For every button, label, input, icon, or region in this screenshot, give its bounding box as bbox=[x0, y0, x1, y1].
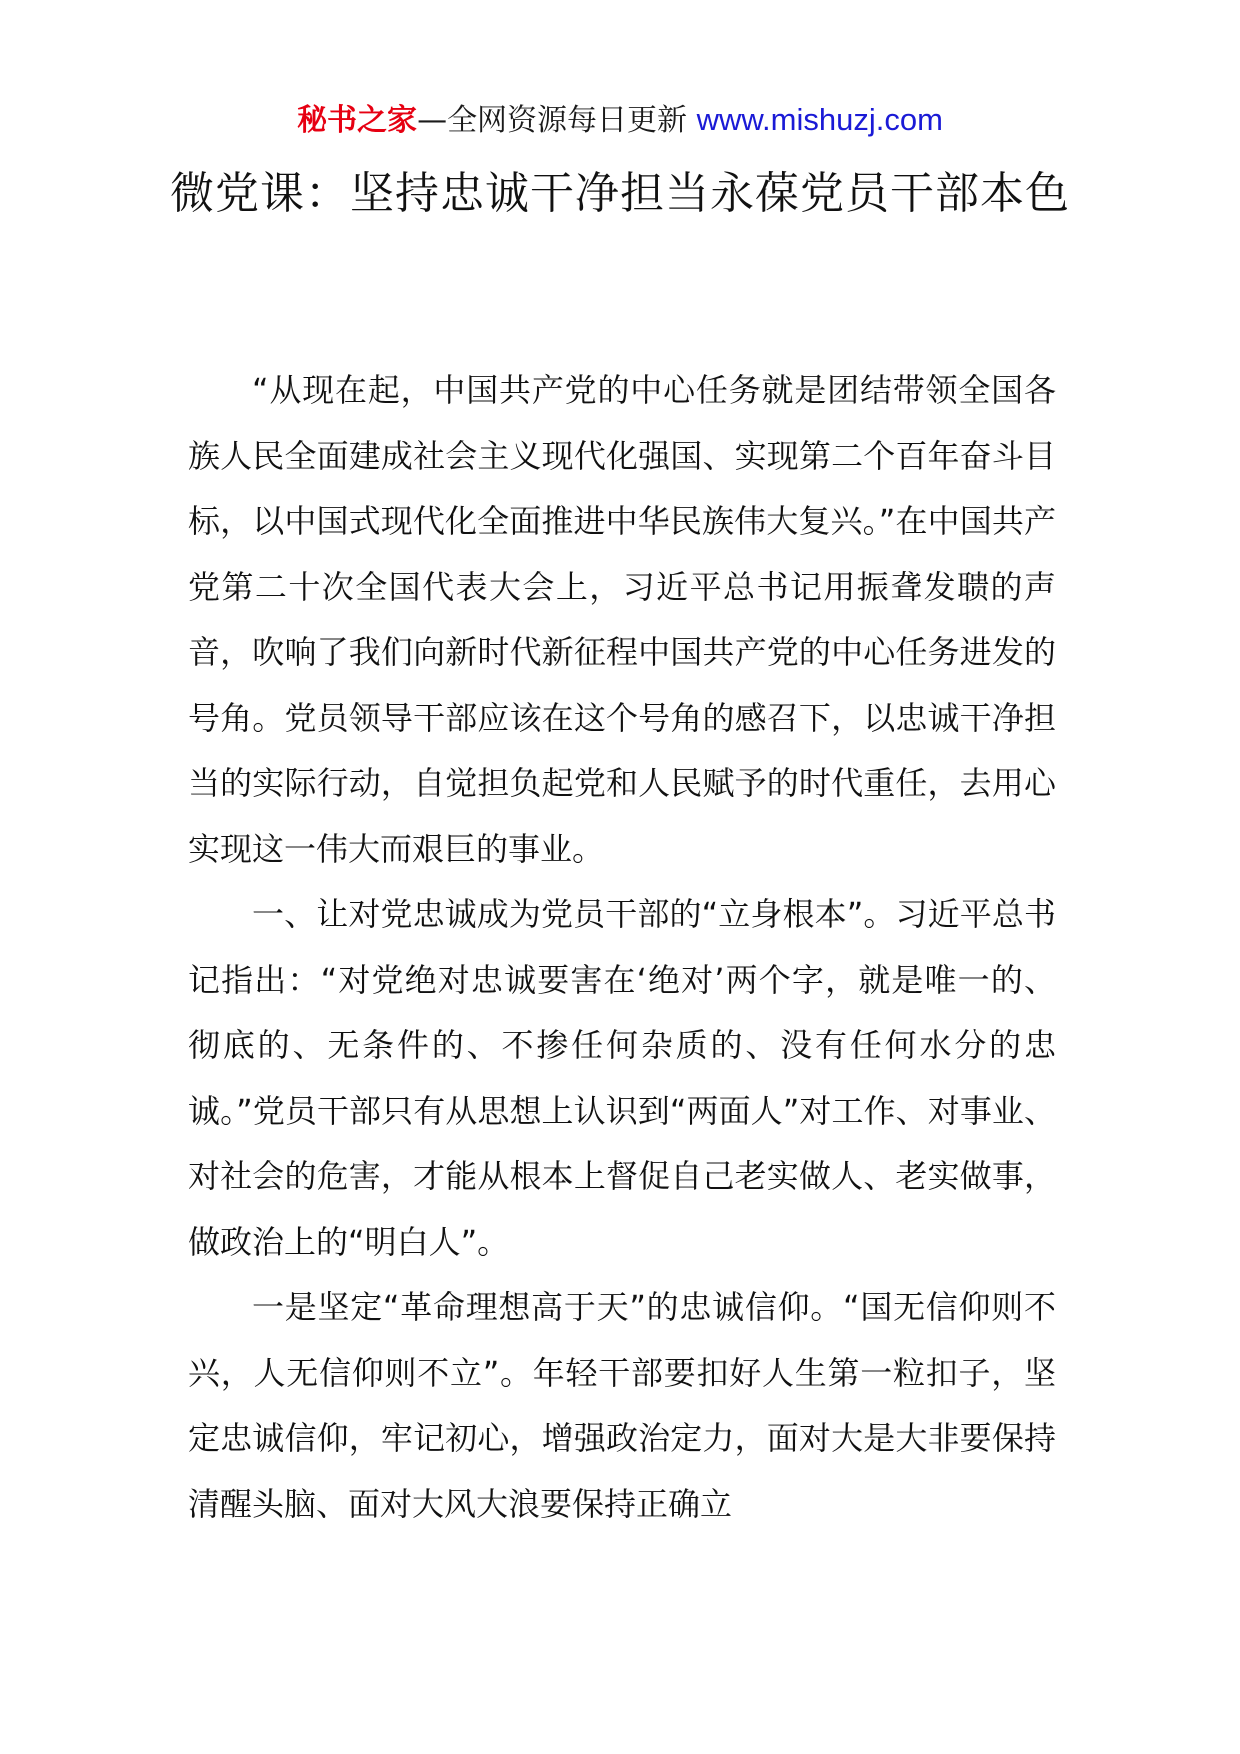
site-header bbox=[0, 100, 1240, 141]
document-body bbox=[188, 358, 1056, 1537]
paragraph-point-one: 一是坚定“革命理想高于天”的忠诚信仰。“国无信仰则不兴，人无信仰则不立”。年轻干部要扣好人生第一粒扣子，坚定忠诚信仰，牢记初心，增强政治定力，面对大是大非要保持清醒头脑、面对大风大浪要保持正确立 bbox=[188, 1288, 1056, 1523]
paragraph-section-one: 一、让对党忠诚成为党员干部的“立身根本”。习近平总书记指出：“对党绝对忠诚要害在‘绝对’两个字，就是唯一的、彻底的、无条件的、不掺任何杂质的、没有任何水分的忠诚。”党员干部只有从思想上认识到“两面人”对工作、对事业、对社会的危害，才能从根本上督促自己老实做人、老实做事，做政治上的“明白人”。 bbox=[188, 895, 1056, 1261]
document-title: 微党课：坚持忠诚干净担当永葆党员干部本色 bbox=[170, 168, 1070, 219]
header-tagline: —全网资源每日更新 bbox=[417, 103, 688, 138]
site-url-link[interactable]: www.mishuzj.com bbox=[696, 102, 943, 137]
brand-name: 秘书之家 bbox=[297, 103, 418, 138]
paragraph-intro: “从现在起，中国共产党的中心任务就是团结带领全国各族人民全面建成社会主义现代化强国、实现第二个百年奋斗目标，以中国式现代化全面推进中华民族伟大复兴。”在中国共产党第二十次全国代表大会上，习近平总书记用振聋发聩的声音，吹响了我们向新时代新征程中国共产党的中心任务进发的号角。党员领导干部应该在这个号角的感召下，以忠诚干净担当的实际行动，自觉担负起党和人民赋予的时代重任，去用心实现这一伟大而艰巨的事业。 bbox=[188, 371, 1056, 868]
